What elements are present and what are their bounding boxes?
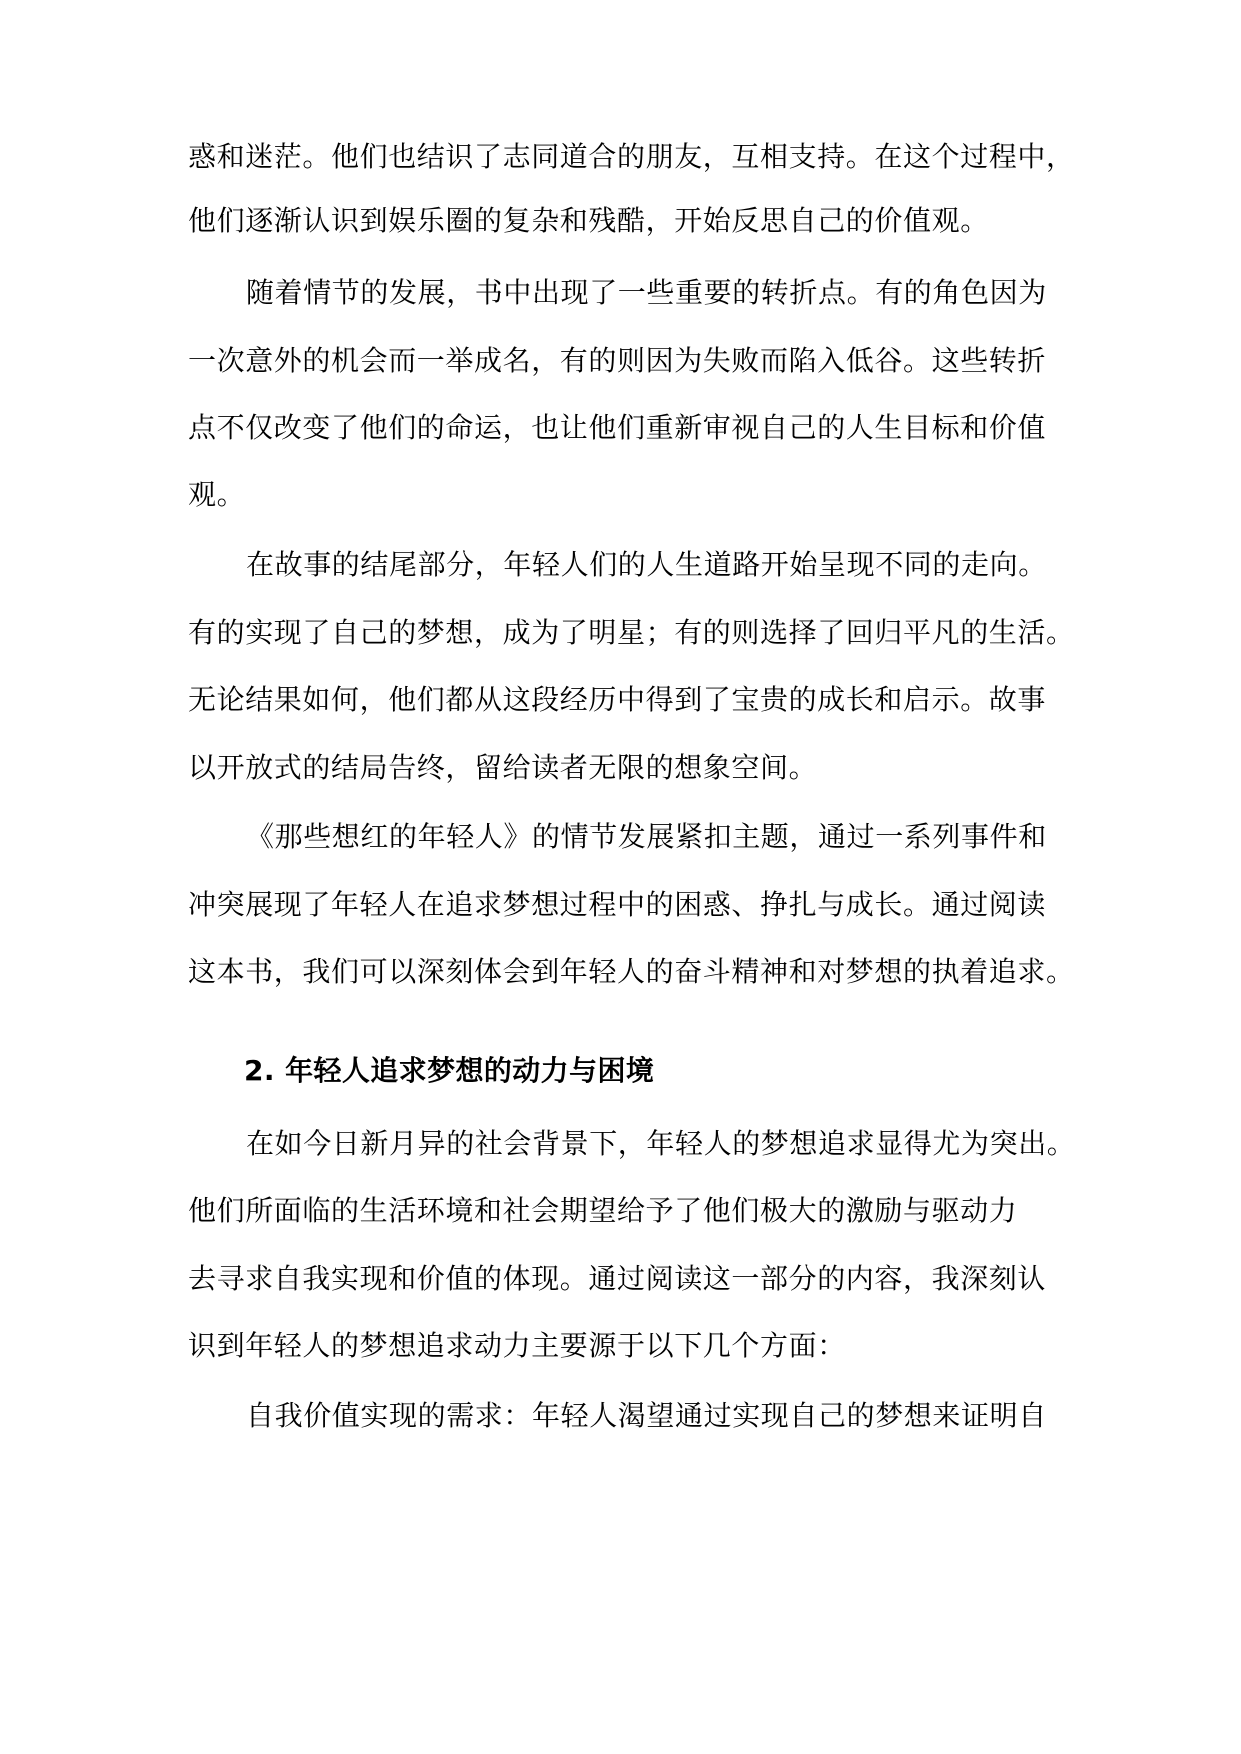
paragraph-line: 自我价值实现的需求：年轻人渴望通过实现自己的梦想来证明自 <box>246 1399 1047 1432</box>
paragraph-line: 识到年轻人的梦想追求动力主要源于以下几个方面： <box>188 1329 846 1362</box>
paragraph-line: 去寻求自我实现和价值的体现。通过阅读这一部分的内容，我深刻认 <box>188 1262 1047 1295</box>
paragraph-line: 《那些想红的年轻人》的情节发展紧扣主题，通过一系列事件和 <box>246 820 1047 853</box>
paragraph-line: 点不仅改变了他们的命运，也让他们重新审视自己的人生目标和价值 <box>188 411 1047 444</box>
paragraph-line: 他们逐渐认识到娱乐圈的复杂和残酷，开始反思自己的价值观。 <box>188 204 989 237</box>
paragraph-line: 在如今日新月异的社会背景下，年轻人的梦想追求显得尤为突出。 <box>246 1127 1076 1160</box>
paragraph-line: 在故事的结尾部分，年轻人们的人生道路开始呈现不同的走向。 <box>246 548 1047 581</box>
paragraph-line: 惑和迷茫。他们也结识了志同道合的朋友，互相支持。在这个过程中， <box>188 140 1075 173</box>
paragraph-line: 随着情节的发展，书中出现了一些重要的转折点。有的角色因为 <box>246 276 1047 309</box>
paragraph-line: 以开放式的结局告终，留给读者无限的想象空间。 <box>188 751 818 784</box>
paragraph-line: 观。 <box>188 478 246 511</box>
paragraph-line: 这本书，我们可以深刻体会到年轻人的奋斗精神和对梦想的执着追求。 <box>188 955 1075 988</box>
section-heading: 2. 年轻人追求梦想的动力与困境 <box>244 1054 655 1087</box>
paragraph-line: 他们所面临的生活环境和社会期望给予了他们极大的激励与驱动力 <box>188 1194 1018 1227</box>
paragraph-line: 有的实现了自己的梦想，成为了明星；有的则选择了回归平凡的生活。 <box>188 616 1075 649</box>
paragraph-line: 冲突展现了年轻人在追求梦想过程中的困惑、挣扎与成长。通过阅读 <box>188 888 1047 921</box>
paragraph-line: 无论结果如何，他们都从这段经历中得到了宝贵的成长和启示。故事 <box>188 683 1047 716</box>
paragraph-line: 一次意外的机会而一举成名，有的则因为失败而陷入低谷。这些转折 <box>188 344 1047 377</box>
